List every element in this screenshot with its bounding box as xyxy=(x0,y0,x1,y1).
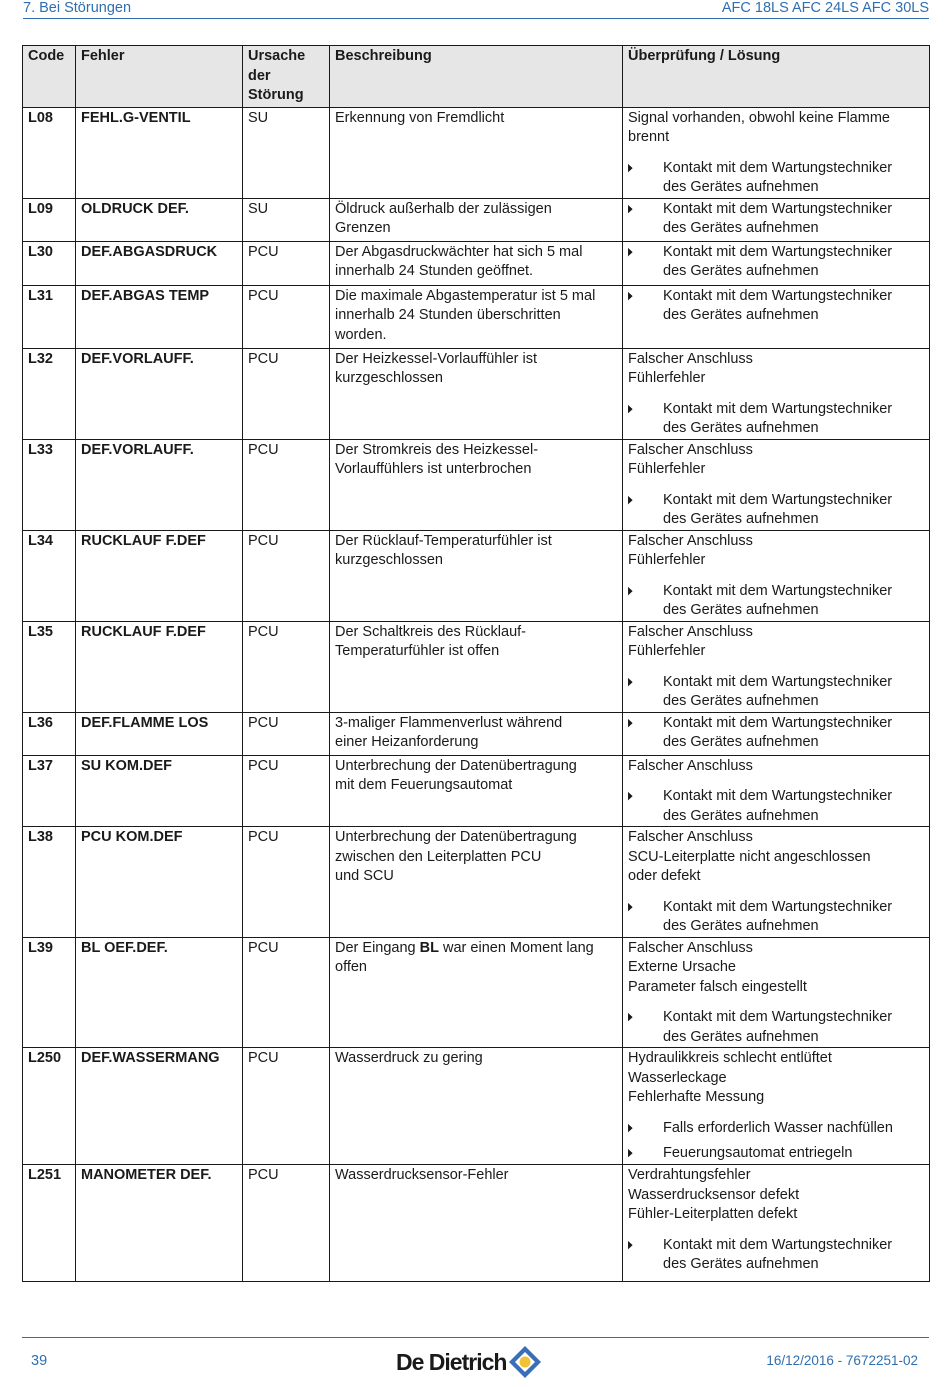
description-line: Unterbrechung der Datenübertragung xyxy=(335,757,577,774)
action-item xyxy=(628,714,924,753)
table-row xyxy=(23,348,930,439)
fault-name: RUCKLAUF F.DEF xyxy=(76,621,243,712)
check-line: Falscher Anschluss xyxy=(628,829,753,845)
action-text: des Gerätes aufnehmen xyxy=(663,693,819,709)
action-text: des Gerätes aufnehmen xyxy=(663,1028,819,1045)
action-text: Kontakt mit dem Wartungstechniker xyxy=(663,200,893,217)
table-row xyxy=(23,241,930,285)
page-header xyxy=(23,0,929,22)
column-header-code: Code xyxy=(23,46,76,108)
description-line: Der Schaltkreis des Rücklauf- xyxy=(335,623,526,640)
action-item xyxy=(628,200,924,239)
description-line: worden. xyxy=(335,326,387,343)
fault-cause-source: PCU xyxy=(243,755,330,827)
fault-description xyxy=(330,530,623,621)
description-line: mit dem Feuerungsautomat xyxy=(335,777,513,793)
column-header-fehler: Fehler xyxy=(76,46,243,108)
description-line: Wasserdrucksensor-Fehler xyxy=(335,1167,509,1183)
action-text: Kontakt mit dem Wartungstechniker xyxy=(663,582,893,599)
action-item xyxy=(628,582,924,621)
action-text: des Gerätes aufnehmen xyxy=(663,263,819,279)
check-line: Falscher Anschluss xyxy=(628,757,753,774)
fault-cause-source: SU xyxy=(243,198,330,241)
ursache-header-line: Störung xyxy=(248,87,304,103)
fault-description xyxy=(330,1048,623,1165)
fault-solution xyxy=(623,439,930,530)
description-text: war einen Moment lang xyxy=(438,939,594,956)
table-row xyxy=(23,712,930,755)
action-text: des Gerätes aufnehmen xyxy=(663,807,819,824)
table-row xyxy=(23,198,930,241)
description-line: Wasserdruck zu gering xyxy=(335,1050,483,1066)
model-list: AFC 18LS AFC 24LS AFC 30LS xyxy=(721,0,929,16)
fault-cause-source: PCU xyxy=(243,1048,330,1165)
bullet-arrow-icon: ▶ xyxy=(628,900,633,913)
footer-rule xyxy=(22,1337,929,1338)
fault-code: L37 xyxy=(23,755,76,827)
fault-description xyxy=(330,107,623,198)
action-item xyxy=(628,898,924,937)
table-header-row xyxy=(23,46,930,108)
fault-name: DEF.FLAMME LOS xyxy=(76,712,243,755)
description-line: Öldruck außerhalb der zulässigen xyxy=(335,200,552,217)
fault-solution xyxy=(623,285,930,348)
check-line: oder defekt xyxy=(628,868,701,884)
fault-cause-source: PCU xyxy=(243,712,330,755)
fault-name: BL OEF.DEF. xyxy=(76,937,243,1048)
fault-solution xyxy=(623,937,930,1048)
column-header-beschreibung: Beschreibung xyxy=(330,46,623,108)
fault-solution xyxy=(623,827,930,938)
bullet-arrow-icon: ▶ xyxy=(628,245,633,258)
check-line: Falscher Anschluss xyxy=(628,350,753,367)
table-row xyxy=(23,439,930,530)
bullet-arrow-icon: ▶ xyxy=(628,161,633,174)
description-line: zwischen den Leiterplatten PCU xyxy=(335,848,542,865)
check-line: Wasserleckage xyxy=(628,1069,727,1086)
fault-code: L38 xyxy=(23,827,76,938)
fault-solution xyxy=(623,107,930,198)
table-row xyxy=(23,827,930,938)
column-header-loesung: Überprüfung / Lösung xyxy=(623,46,930,108)
fault-solution xyxy=(623,241,930,285)
fault-solution xyxy=(623,755,930,827)
fault-description xyxy=(330,1165,623,1282)
action-text: Falls erforderlich Wasser nachfüllen xyxy=(663,1119,893,1136)
action-item xyxy=(628,1144,924,1164)
chapter-title: 7. Bei Störungen xyxy=(23,0,132,16)
fault-code: L39 xyxy=(23,937,76,1048)
action-item xyxy=(628,673,924,712)
check-line: Fühlerfehler xyxy=(628,370,706,386)
fault-solution xyxy=(623,1048,930,1165)
fault-name: SU KOM.DEF xyxy=(76,755,243,827)
action-text: des Gerätes aufnehmen xyxy=(663,1256,819,1272)
check-line: Externe Ursache xyxy=(628,959,736,975)
check-line: Wasserdrucksensor defekt xyxy=(628,1186,800,1203)
page-footer xyxy=(22,1336,929,1387)
description-line: kurzgeschlossen xyxy=(335,370,443,386)
action-item xyxy=(628,243,924,282)
table-row xyxy=(23,1048,930,1165)
description-line: Unterbrechung der Datenübertragung xyxy=(335,829,577,845)
action-text: Feuerungsautomat entriegeln xyxy=(663,1145,853,1161)
bullet-arrow-icon: ▶ xyxy=(628,493,633,506)
fault-cause-source: SU xyxy=(243,107,330,198)
fault-description xyxy=(330,241,623,285)
action-text: Kontakt mit dem Wartungstechniker xyxy=(663,491,893,508)
fault-description xyxy=(330,439,623,530)
bullet-arrow-icon: ▶ xyxy=(628,1121,633,1134)
bullet-arrow-icon: ▶ xyxy=(628,584,633,597)
page-number: 39 xyxy=(31,1353,48,1369)
description-text: Der Eingang xyxy=(335,939,420,956)
check-line: Fehlerhafte Messung xyxy=(628,1089,765,1105)
fault-code: L35 xyxy=(23,621,76,712)
action-text: des Gerätes aufnehmen xyxy=(663,307,819,323)
check-line: Fühlerfehler xyxy=(628,461,706,477)
fault-rows xyxy=(23,107,930,1282)
fault-name: DEF.VORLAUFF. xyxy=(76,439,243,530)
table-row xyxy=(23,1165,930,1282)
description-line: kurzgeschlossen xyxy=(335,552,443,568)
ursache-header-line: der xyxy=(248,67,271,84)
fault-cause-source: PCU xyxy=(243,285,330,348)
fault-name: DEF.ABGASDRUCK xyxy=(76,241,243,285)
action-text: Kontakt mit dem Wartungstechniker xyxy=(663,1236,893,1253)
bullet-arrow-icon: ▶ xyxy=(628,716,633,729)
action-item xyxy=(628,1236,924,1275)
brand-logo xyxy=(396,1345,542,1379)
fault-solution xyxy=(623,712,930,755)
check-line: Hydraulikkreis schlecht entlüftet xyxy=(628,1050,832,1066)
fault-code: L36 xyxy=(23,712,76,755)
description-emphasis: BL xyxy=(419,939,439,956)
document-reference: 16/12/2016 - 7672251-02 xyxy=(766,1353,918,1368)
table-row xyxy=(23,285,930,348)
action-text: Kontakt mit dem Wartungstechniker xyxy=(663,714,893,731)
table-row xyxy=(23,621,930,712)
fault-name: MANOMETER DEF. xyxy=(76,1165,243,1282)
description-line: Grenzen xyxy=(335,220,391,236)
fault-solution xyxy=(623,621,930,712)
check-line: Fühlerfehler xyxy=(628,552,706,568)
fault-code: L08 xyxy=(23,107,76,198)
fault-cause-source: PCU xyxy=(243,348,330,439)
description-line: Erkennung von Fremdlicht xyxy=(335,109,505,126)
fault-cause-source: PCU xyxy=(243,1165,330,1282)
bullet-arrow-icon: ▶ xyxy=(628,289,633,302)
description-line: Der Heizkessel-Vorlauffühler ist xyxy=(335,350,538,367)
description-line: offen xyxy=(335,959,367,975)
bullet-arrow-icon: ▶ xyxy=(628,790,633,802)
bullet-arrow-icon: ▶ xyxy=(628,1238,633,1251)
check-line: Fühler-Leiterplatten defekt xyxy=(628,1206,798,1222)
fault-description xyxy=(330,937,623,1048)
action-text: Kontakt mit dem Wartungstechniker xyxy=(663,400,893,417)
brand-name: De Dietrich xyxy=(396,1348,507,1375)
fault-cause-source: PCU xyxy=(243,621,330,712)
action-text: Kontakt mit dem Wartungstechniker xyxy=(663,243,893,260)
fault-code: L09 xyxy=(23,198,76,241)
description-line xyxy=(335,939,617,959)
check-line: SCU-Leiterplatte nicht angeschlossen xyxy=(628,848,871,865)
fault-name: PCU KOM.DEF xyxy=(76,827,243,938)
action-text: Kontakt mit dem Wartungstechniker xyxy=(663,287,893,304)
bullet-arrow-icon: ▶ xyxy=(628,1011,633,1023)
fault-description xyxy=(330,827,623,938)
action-text: Kontakt mit dem Wartungstechniker xyxy=(663,1009,893,1025)
fault-code: L251 xyxy=(23,1165,76,1282)
action-text: des Gerätes aufnehmen xyxy=(663,179,819,195)
table-row xyxy=(23,937,930,1048)
table-row xyxy=(23,107,930,198)
description-line: und SCU xyxy=(335,868,394,884)
action-text: des Gerätes aufnehmen xyxy=(663,602,819,618)
fault-description xyxy=(330,712,623,755)
action-text: des Gerätes aufnehmen xyxy=(663,918,819,934)
action-text: des Gerätes aufnehmen xyxy=(663,220,819,236)
brand-diamond-icon xyxy=(508,1345,542,1379)
table-row xyxy=(23,755,930,827)
fault-table xyxy=(22,45,930,1282)
action-text: Kontakt mit dem Wartungstechniker xyxy=(663,159,893,176)
action-text: Kontakt mit dem Wartungstechniker xyxy=(663,788,893,804)
fault-code: L32 xyxy=(23,348,76,439)
fault-solution xyxy=(623,348,930,439)
fault-code: L34 xyxy=(23,530,76,621)
check-line: Falscher Anschluss xyxy=(628,441,753,458)
fault-code: L33 xyxy=(23,439,76,530)
fault-name: RUCKLAUF F.DEF xyxy=(76,530,243,621)
check-line: Fühlerfehler xyxy=(628,643,706,659)
column-header-ursache xyxy=(243,46,330,108)
fault-name: DEF.ABGAS TEMP xyxy=(76,285,243,348)
fault-description xyxy=(330,198,623,241)
description-line: innerhalb 24 Stunden geöffnet. xyxy=(335,263,534,279)
action-item xyxy=(628,1119,924,1139)
fault-cause-source: PCU xyxy=(243,530,330,621)
check-line: Falscher Anschluss xyxy=(628,532,753,549)
check-line: Verdrahtungsfehler xyxy=(628,1167,751,1183)
bullet-arrow-icon: ▶ xyxy=(628,1147,633,1159)
action-item xyxy=(628,159,924,198)
description-line: Temperaturfühler ist offen xyxy=(335,643,500,659)
description-line: 3-maliger Flammenverlust während xyxy=(335,714,563,731)
fault-description xyxy=(330,348,623,439)
description-line: Der Stromkreis des Heizkessel- xyxy=(335,441,539,458)
action-text: des Gerätes aufnehmen xyxy=(663,511,819,527)
fault-description xyxy=(330,755,623,827)
action-item xyxy=(628,400,924,439)
check-line: Falscher Anschluss xyxy=(628,939,753,956)
fault-cause-source: PCU xyxy=(243,827,330,938)
fault-solution xyxy=(623,530,930,621)
fault-code: L30 xyxy=(23,241,76,285)
check-line: Falscher Anschluss xyxy=(628,623,753,640)
description-line: einer Heizanforderung xyxy=(335,734,479,750)
fault-description xyxy=(330,621,623,712)
action-text: des Gerätes aufnehmen xyxy=(663,420,819,436)
action-text: Kontakt mit dem Wartungstechniker xyxy=(663,898,893,915)
action-item xyxy=(628,1008,924,1047)
action-text: des Gerätes aufnehmen xyxy=(663,734,819,750)
fault-name: DEF.WASSERMANG xyxy=(76,1048,243,1165)
description-line: Der Abgasdruckwächter hat sich 5 mal xyxy=(335,243,583,260)
fault-code: L250 xyxy=(23,1048,76,1165)
description-line: Die maximale Abgastemperatur ist 5 mal xyxy=(335,287,596,304)
fault-solution xyxy=(623,1165,930,1282)
bullet-arrow-icon: ▶ xyxy=(628,675,633,688)
description-line: innerhalb 24 Stunden überschritten xyxy=(335,307,561,323)
action-item xyxy=(628,491,924,530)
fault-name: DEF.VORLAUFF. xyxy=(76,348,243,439)
table-row xyxy=(23,530,930,621)
fault-name: FEHL.G-VENTIL xyxy=(76,107,243,198)
description-line: Der Rücklauf-Temperaturfühler ist xyxy=(335,532,552,549)
ursache-header-line: Ursache xyxy=(248,48,306,64)
action-item xyxy=(628,787,924,826)
action-item xyxy=(628,287,924,326)
fault-code: L31 xyxy=(23,285,76,348)
description-line: Vorlauffühlers ist unterbrochen xyxy=(335,461,532,477)
fault-cause-source: PCU xyxy=(243,439,330,530)
fault-description xyxy=(330,285,623,348)
check-line: Parameter falsch eingestellt xyxy=(628,978,807,995)
check-line: Signal vorhanden, obwohl keine Flamme brennt xyxy=(628,109,890,145)
fault-cause-source: PCU xyxy=(243,241,330,285)
fault-cause-source: PCU xyxy=(243,937,330,1048)
bullet-arrow-icon: ▶ xyxy=(628,202,633,215)
bullet-arrow-icon: ▶ xyxy=(628,402,633,415)
fault-solution xyxy=(623,198,930,241)
action-text: Kontakt mit dem Wartungstechniker xyxy=(663,673,893,690)
header-rule xyxy=(23,18,929,19)
fault-name: OLDRUCK DEF. xyxy=(76,198,243,241)
